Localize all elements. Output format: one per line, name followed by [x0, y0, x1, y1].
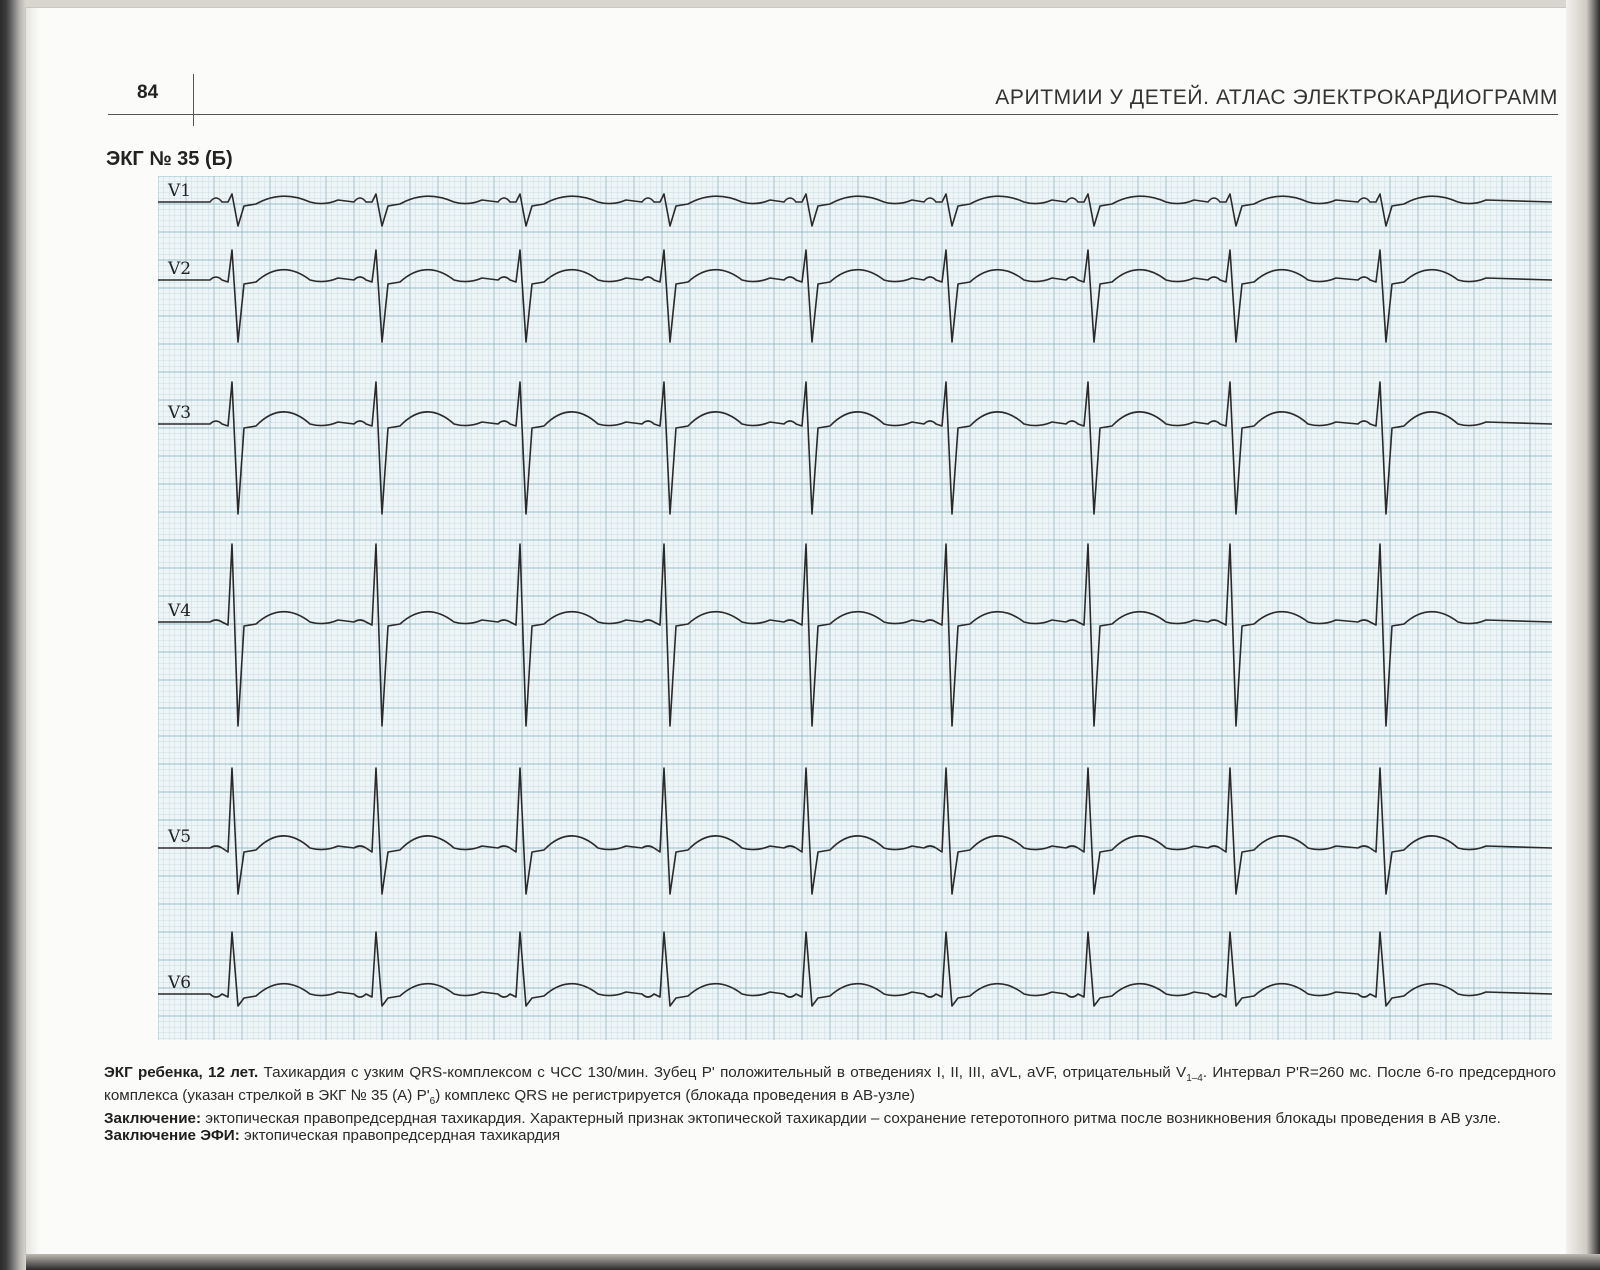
lead-label-v2: V2 [168, 259, 192, 279]
efi-conclusion-label: Заключение ЭФИ: [104, 1127, 240, 1145]
lead-label-v3: V3 [168, 403, 192, 423]
ecg-paper [158, 176, 1552, 1040]
conclusion-label: Заключение: [104, 1110, 202, 1128]
lead-label-v4: V4 [168, 601, 192, 621]
page-number: 84 [137, 82, 159, 103]
ecg-grid [158, 176, 1552, 1040]
caption-subscript-p: 6 [429, 1096, 436, 1108]
caption-description-tail: . Интервал Р'R=260 мс. После 6-го предсердного комплекса (указан стрелкой в ЭКГ № 35 (А) Р' [104, 1064, 1556, 1105]
lead-label-v1: V1 [168, 181, 192, 201]
header-divider-horizontal [108, 114, 1558, 115]
lead-label-v6: V6 [168, 973, 192, 993]
caption-description [104, 1064, 1556, 1110]
book-spine [0, 0, 26, 1270]
lead-label-v5: V5 [168, 827, 192, 847]
caption-conclusion [104, 1110, 1556, 1127]
figure-caption [104, 1064, 1556, 1144]
caption-subscript-leads: 1–4 [1186, 1073, 1203, 1085]
caption-description-text: Тахикардия с узким QRS-комплексом с ЧСС 130/мин. Зубец Р' положительный в отведениях I, II, III, aVL, aVF, отрицательный V [258, 1064, 1187, 1081]
header-divider-vertical [193, 74, 194, 126]
page-gutter [26, 8, 40, 1254]
caption-description-end: ) комплекс QRS не регистрируется (блокада проведения в АВ-узле) [435, 1087, 915, 1105]
next-page-edge [1566, 0, 1600, 1270]
conclusion-text: эктопическая правопредсердная тахикардия. Характерный признак эктопической тахикардии – сохранение гетеротопного ритма после возникновения блокады проведения в АВ узле. [201, 1110, 1501, 1128]
ecg-title: ЭКГ № 35 (Б) [106, 148, 233, 170]
caption-patient: ЭКГ ребенка, 12 лет. [104, 1064, 259, 1081]
running-title: АРИТМИИ У ДЕТЕЙ. АТЛАС ЭЛЕКТРОКАРДИОГРАММ [995, 86, 1558, 109]
caption-efi-conclusion [104, 1127, 1556, 1144]
page-bottom-shadow [26, 1254, 1600, 1270]
efi-conclusion-text: эктопическая правопредсердная тахикардия [239, 1127, 561, 1145]
ecg-strip [158, 176, 1552, 1040]
